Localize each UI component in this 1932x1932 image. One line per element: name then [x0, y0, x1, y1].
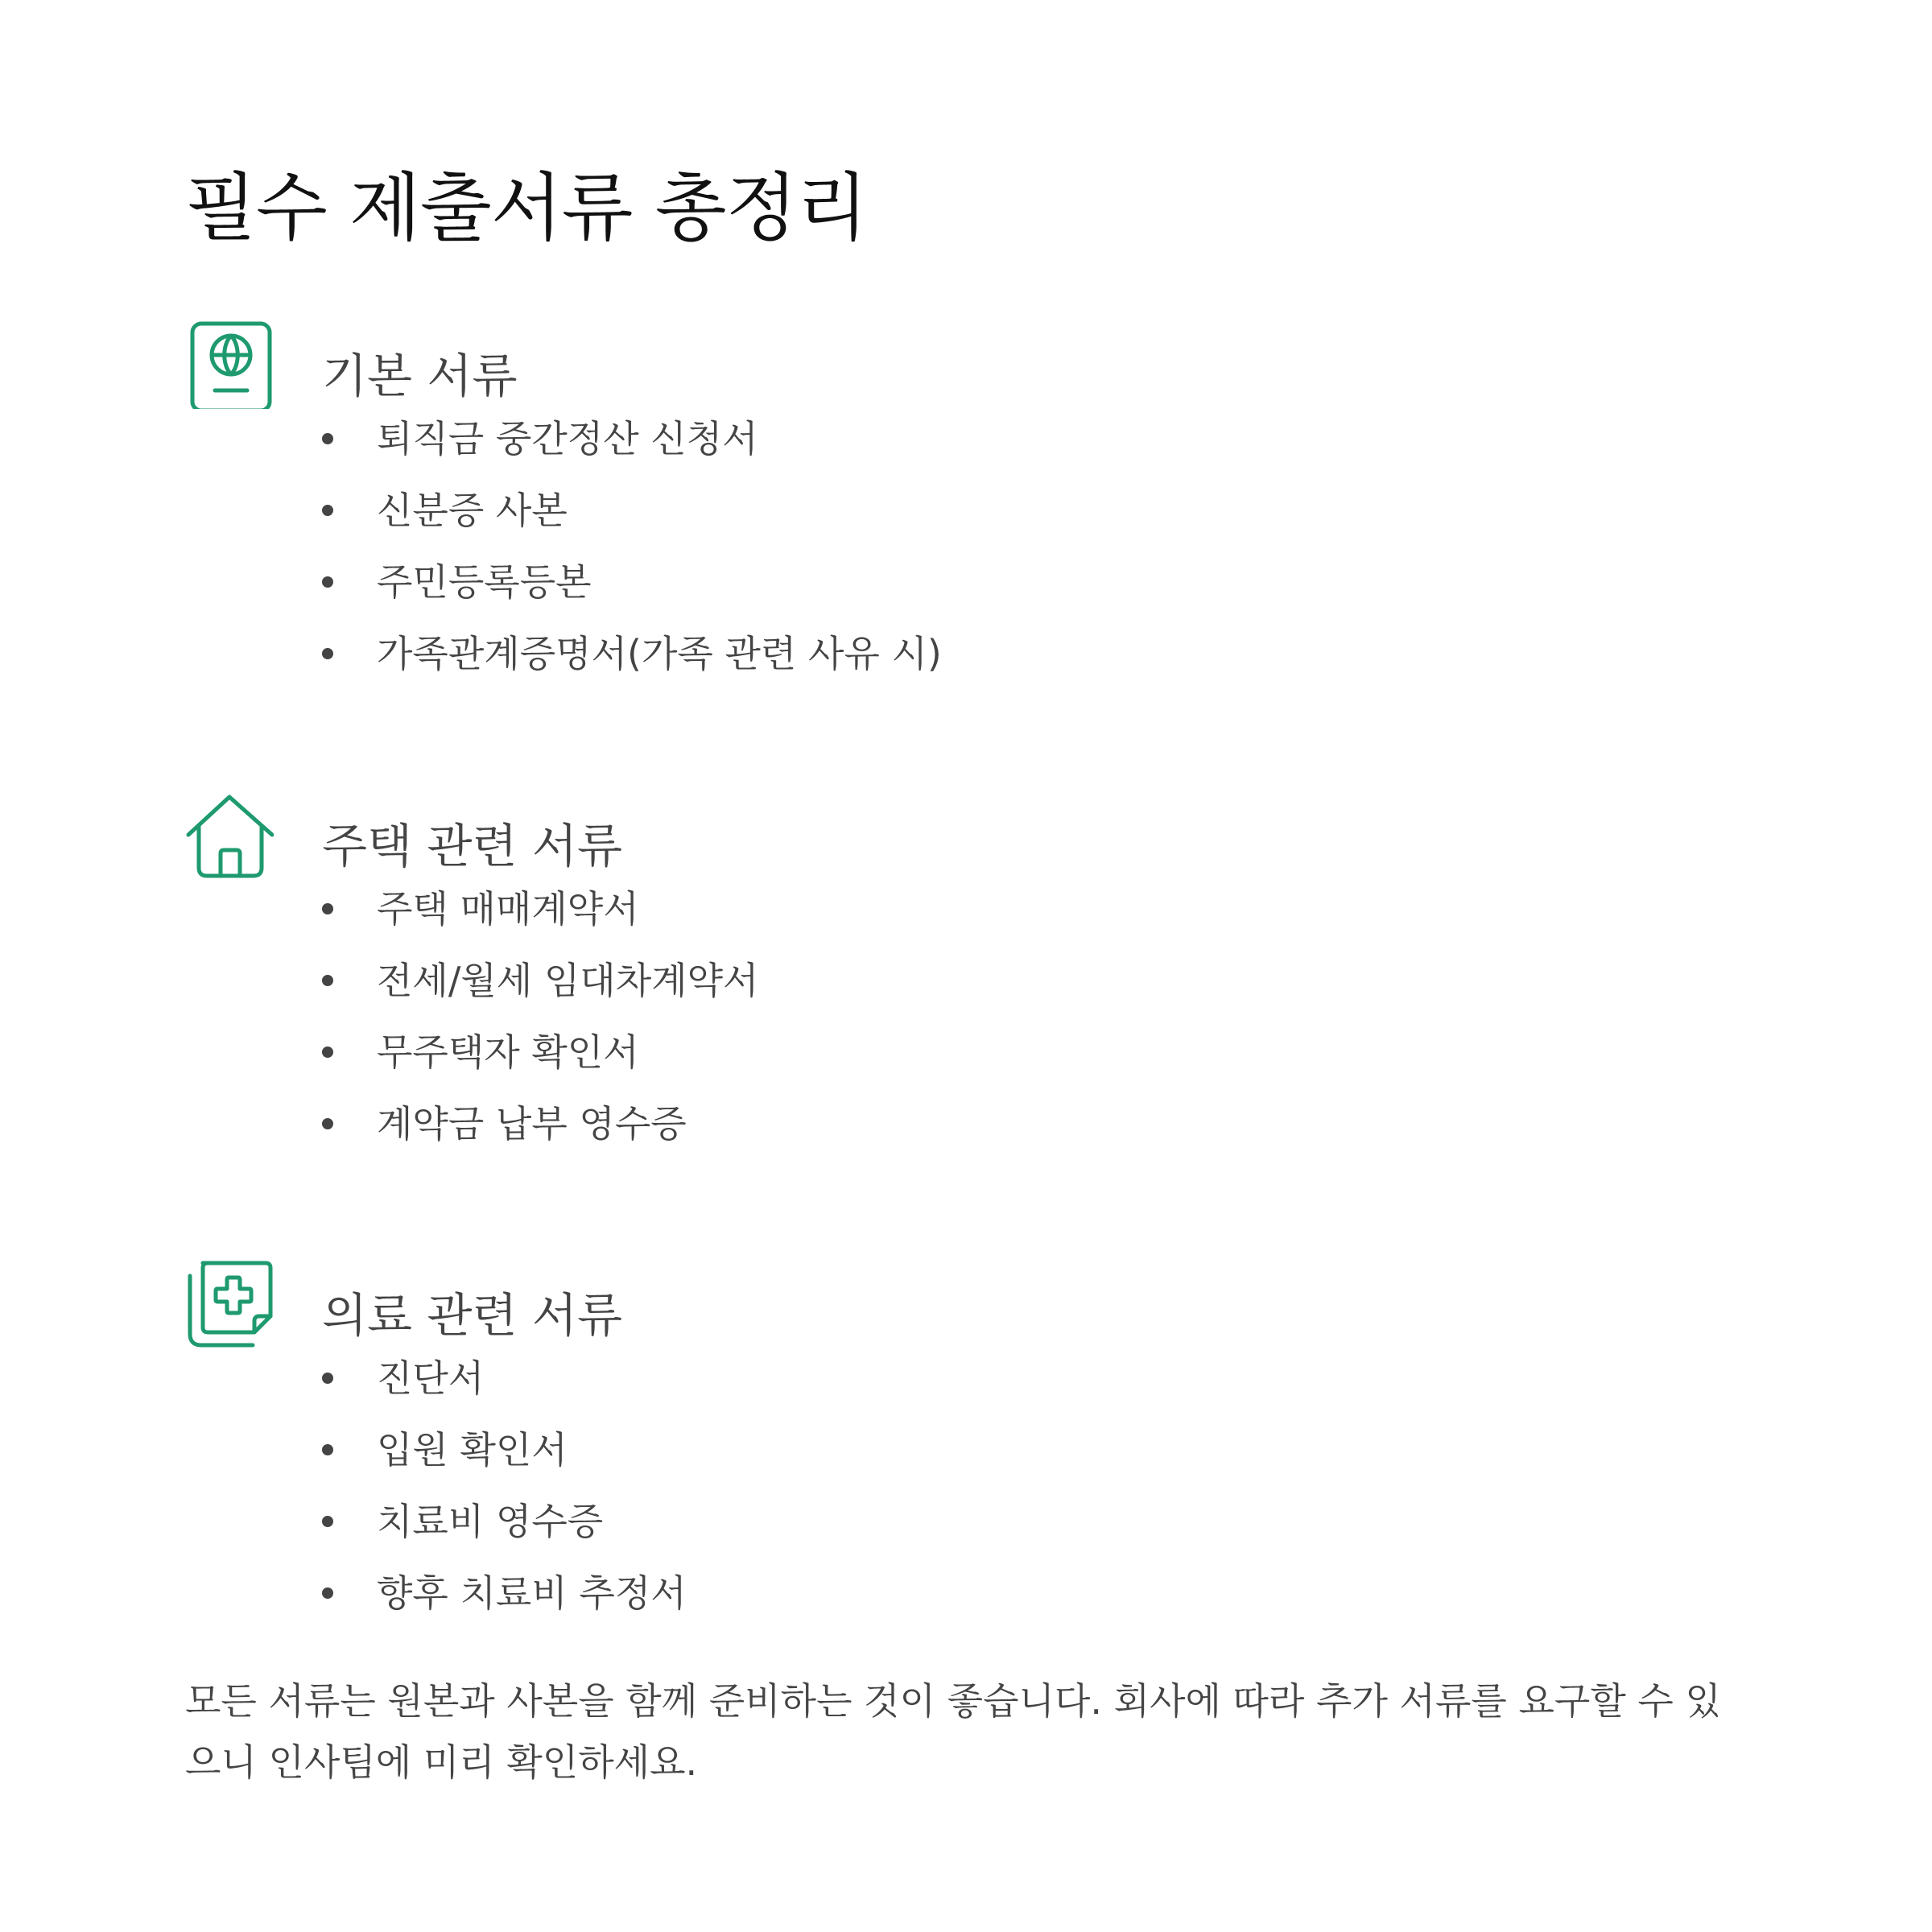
bullet-icon	[322, 975, 333, 986]
bullet-icon	[322, 576, 333, 588]
passport-icon	[185, 320, 274, 409]
section-heading: 의료 관련 서류	[322, 1288, 623, 1343]
section-heading: 주택 관련 서류	[322, 819, 623, 873]
bullet-icon	[322, 433, 333, 444]
list-item-text: 치료비 영수증	[377, 1500, 604, 1543]
bullet-icon	[322, 1516, 333, 1527]
list-item-text: 입원 확인서	[377, 1428, 568, 1472]
bullet-icon	[322, 648, 333, 659]
bullet-icon	[322, 1444, 333, 1455]
list-item-text: 퇴직금 중간정산 신청서	[377, 417, 758, 460]
list-item-text: 진단서	[377, 1356, 485, 1400]
list-item-text: 향후 치료비 추정서	[377, 1571, 687, 1615]
bullet-icon	[322, 505, 333, 516]
bullet-icon	[322, 1587, 333, 1599]
list-item-text: 무주택자 확인서	[377, 1030, 639, 1074]
list-item-text: 전세/월세 임대차계약서	[377, 959, 759, 1002]
medical-records-icon	[185, 1260, 274, 1348]
list-item-text: 가족관계증명서(가족 관련 사유 시)	[377, 632, 942, 675]
bullet-icon	[322, 1373, 333, 1384]
section-heading: 기본 서류	[322, 349, 518, 403]
bullet-icon	[322, 1046, 333, 1058]
list-item-text: 계약금 납부 영수증	[377, 1102, 687, 1146]
footer-note: 모든 서류는 원본과 사본을 함께 준비하는 것이 좋습니다. 회사에 따라 추가 서류를 요구할 수 있으니 인사팀에 미리 확인하세요.	[185, 1679, 1721, 1784]
bullet-icon	[322, 903, 333, 914]
list-item-text: 주택 매매계약서	[377, 887, 639, 931]
list-item-text: 신분증 사본	[377, 489, 568, 532]
list-item-text: 주민등록등본	[377, 560, 592, 604]
bullet-icon	[322, 1118, 333, 1129]
house-icon	[185, 791, 274, 879]
page-title: 필수 제출서류 총정리	[185, 165, 868, 251]
